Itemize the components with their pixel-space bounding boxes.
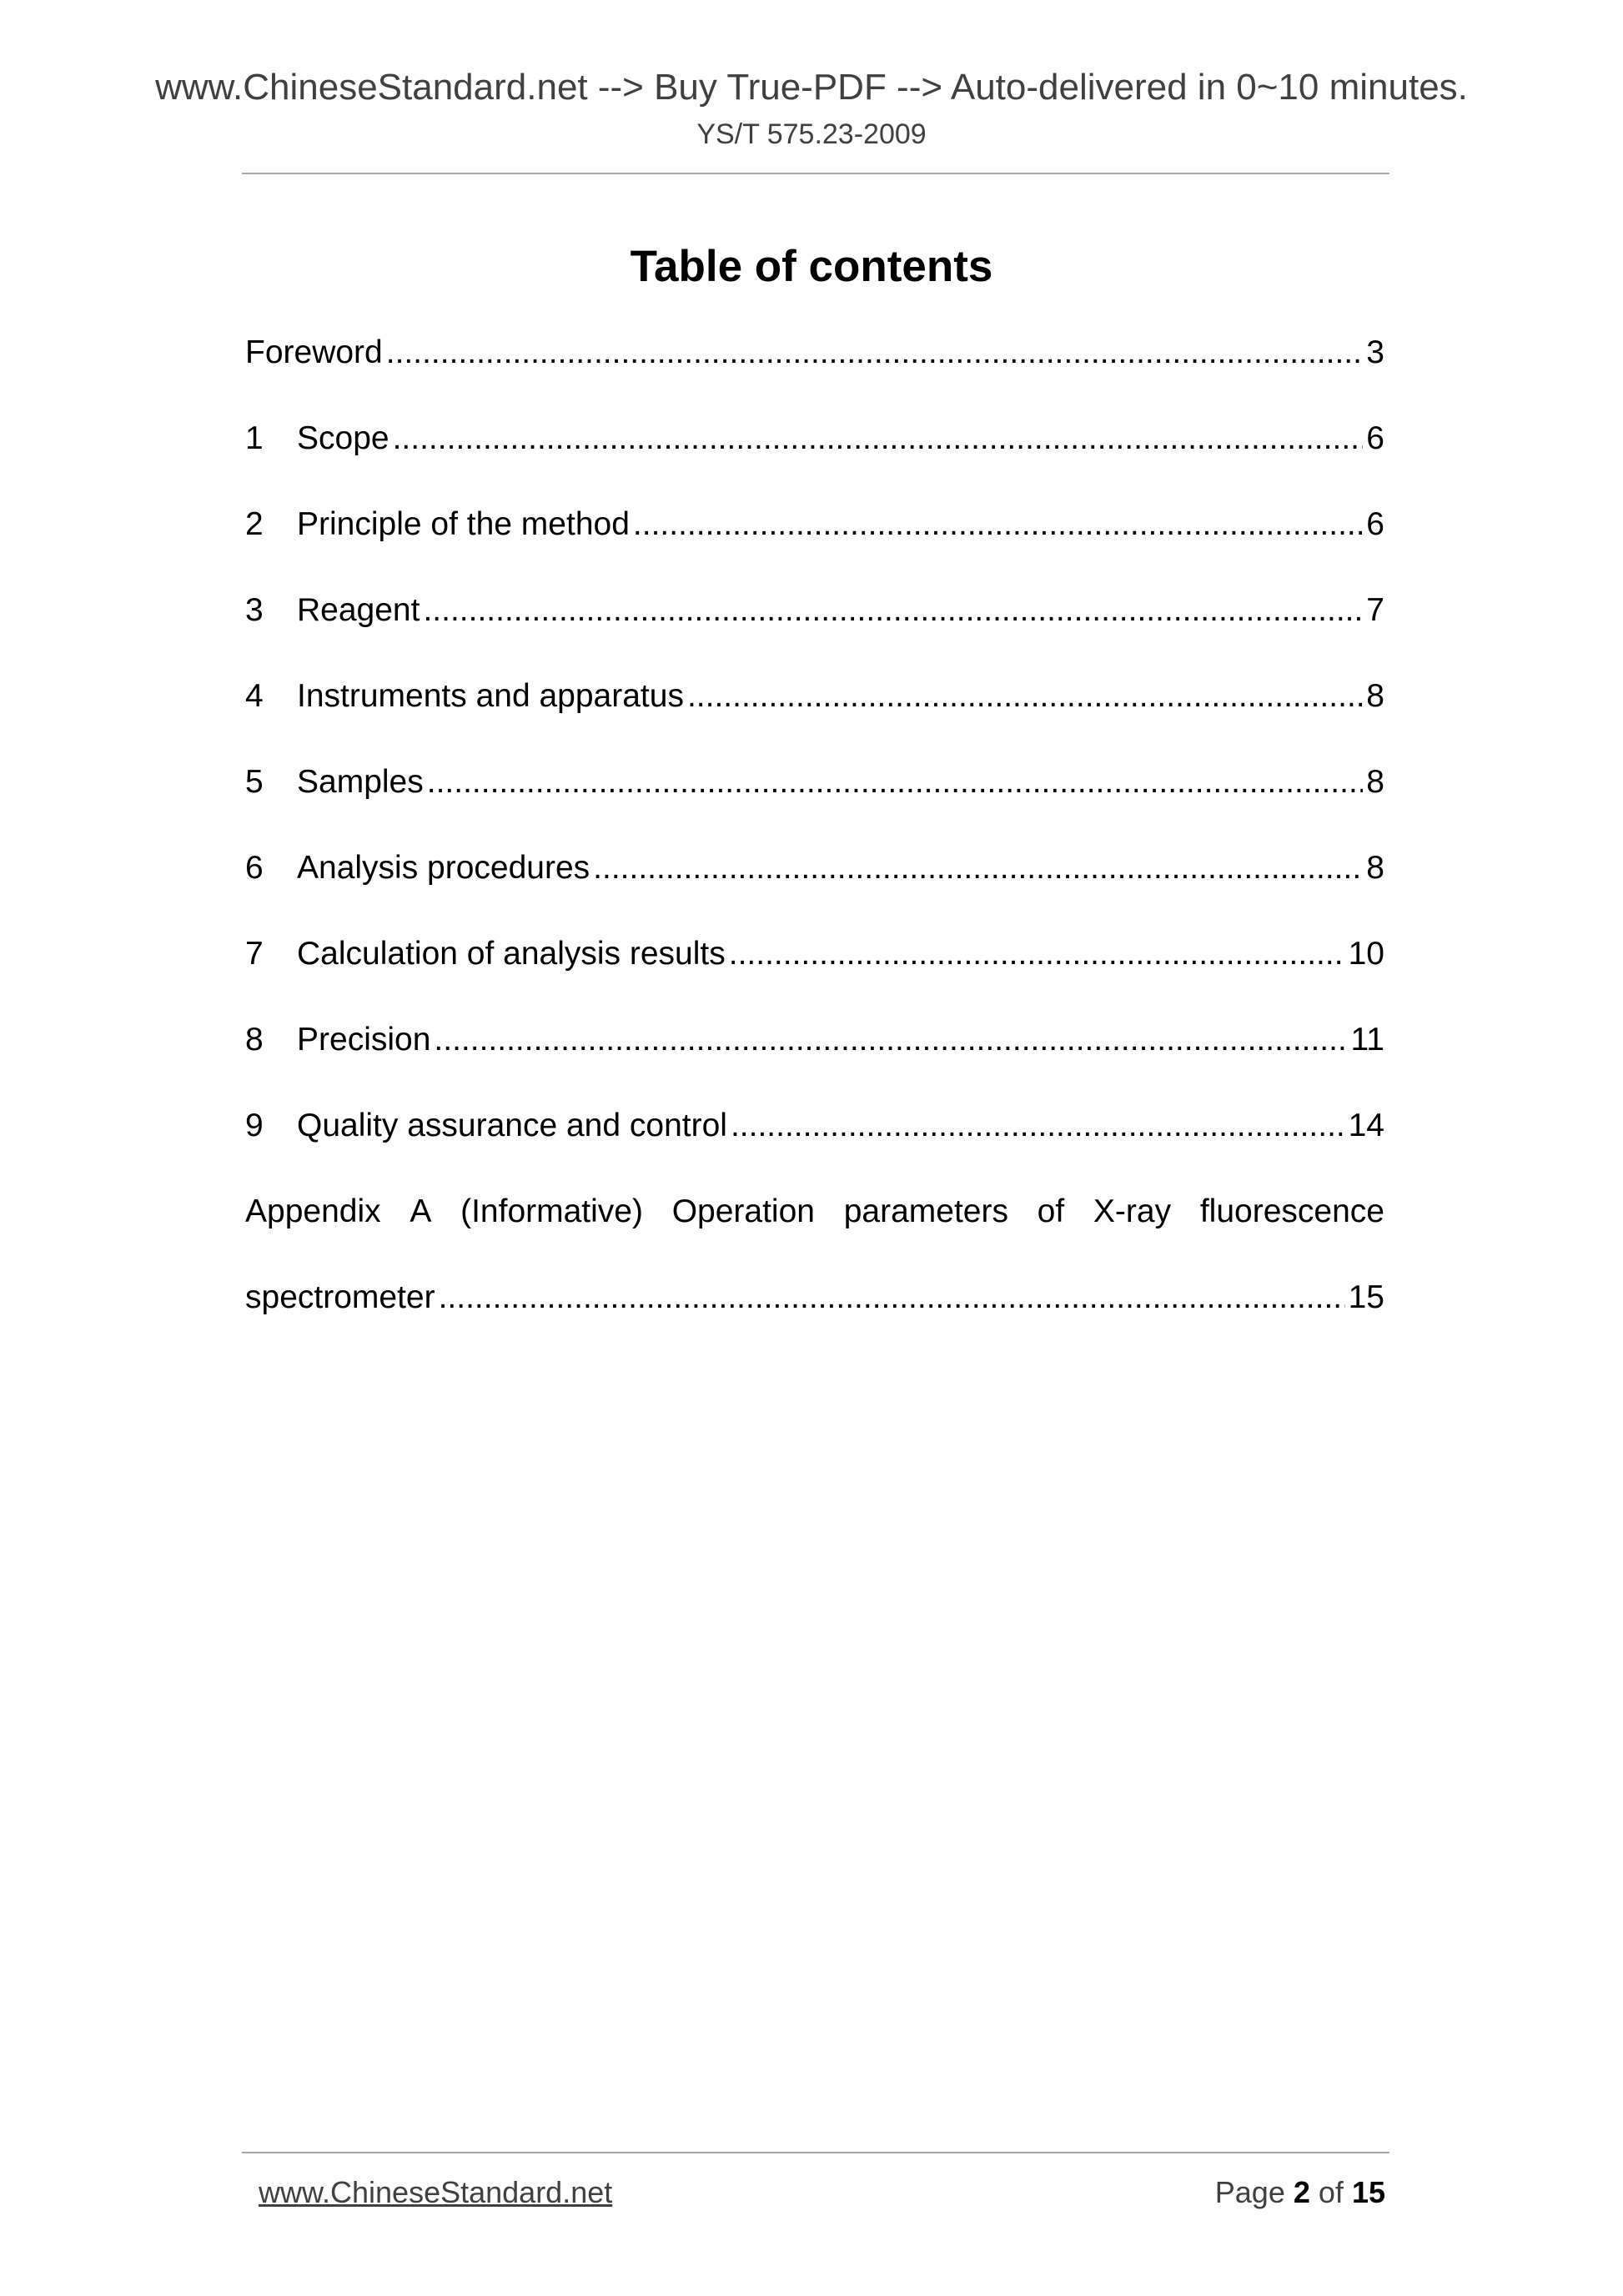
- toc-entry-number: 8: [245, 1022, 264, 1058]
- toc-entry-label: Quality assurance and control: [297, 1108, 727, 1143]
- toc-leader-dots: [731, 1097, 1345, 1155]
- toc-entry-precision[interactable]: [245, 1011, 1384, 1097]
- toc-appendix-word: Operation: [671, 1193, 815, 1229]
- footer-divider: [242, 2152, 1389, 2153]
- toc-entry-label: Instruments and apparatus: [297, 678, 684, 714]
- toc-appendix-word: of: [1037, 1193, 1065, 1229]
- page-separator: of: [1318, 2175, 1344, 2209]
- toc-entry-quality-assurance[interactable]: [245, 1097, 1384, 1183]
- toc-entry-number: 7: [245, 936, 264, 972]
- toc-entry-label: Reagent: [297, 592, 420, 628]
- toc-entry-number: 6: [245, 850, 264, 886]
- toc-entry-instruments[interactable]: [245, 667, 1384, 753]
- toc-entry-number: 9: [245, 1108, 264, 1143]
- standard-number: YS/T 575.23-2009: [696, 118, 927, 150]
- toc-entry-label: Samples: [297, 764, 424, 800]
- toc-entry-number: 5: [245, 764, 264, 800]
- toc-appendix-word: parameters: [843, 1193, 1008, 1229]
- toc-entry-number: 3: [245, 592, 264, 628]
- toc-entry-number: 2: [245, 506, 264, 542]
- toc-appendix-title-line: [245, 1183, 1384, 1269]
- toc-entry-label: Analysis procedures: [297, 850, 590, 886]
- toc-entry-page: 14: [1348, 1108, 1384, 1143]
- toc-leader-dots: [434, 1011, 1347, 1069]
- toc-entry-analysis-procedures[interactable]: [245, 839, 1384, 925]
- table-of-contents: [245, 324, 1384, 1354]
- toc-leader-dots: [729, 925, 1345, 983]
- toc-entry-page: 6: [1366, 506, 1384, 542]
- footer-website-link[interactable]: www.ChineseStandard.net: [259, 2175, 613, 2209]
- toc-entry-label: Foreword: [245, 334, 383, 370]
- toc-appendix-word: X-ray: [1093, 1193, 1172, 1229]
- toc-entry-label: Scope: [297, 420, 389, 456]
- page-title: Table of contents: [630, 242, 993, 291]
- toc-entry-page: 6: [1366, 420, 1384, 456]
- toc-entry-calculation[interactable]: [245, 925, 1384, 1011]
- footer-page-number: [1215, 2172, 1385, 2213]
- toc-entry-label: Precision: [297, 1022, 431, 1058]
- toc-leader-dots: [687, 667, 1363, 726]
- toc-entry-page: 10: [1348, 936, 1384, 972]
- header-divider: [242, 173, 1389, 174]
- toc-leader-dots: [439, 1269, 1345, 1327]
- toc-appendix-continuation-line: [245, 1269, 1384, 1354]
- toc-entry-label: Principle of the method: [297, 506, 630, 542]
- page-current: 2: [1293, 2175, 1310, 2209]
- toc-entry-page: 8: [1366, 850, 1384, 886]
- toc-leader-dots: [427, 753, 1364, 811]
- page-total: 15: [1351, 2175, 1385, 2209]
- toc-entry-page: 8: [1366, 764, 1384, 800]
- toc-appendix-word: (Informative): [460, 1193, 643, 1229]
- toc-entry-reagent[interactable]: [245, 581, 1384, 667]
- toc-entry-label: Calculation of analysis results: [297, 936, 726, 972]
- toc-entry-foreword[interactable]: [245, 324, 1384, 409]
- toc-leader-dots: [393, 409, 1364, 468]
- toc-entry-page: 15: [1348, 1279, 1384, 1315]
- toc-entry-page: 11: [1350, 1022, 1384, 1058]
- toc-entry-number: 1: [245, 420, 264, 456]
- page-prefix: Page: [1214, 2175, 1285, 2209]
- toc-leader-dots: [386, 324, 1364, 382]
- toc-entry-principle[interactable]: [245, 495, 1384, 581]
- toc-entry-page: 7: [1366, 592, 1384, 628]
- toc-leader-dots: [423, 581, 1363, 640]
- toc-appendix-word: A: [410, 1193, 432, 1229]
- toc-entry-appendix-a[interactable]: [245, 1183, 1384, 1354]
- toc-entry-page: 8: [1366, 678, 1384, 714]
- page-header: [0, 62, 1623, 153]
- toc-entry-scope[interactable]: [245, 409, 1384, 495]
- toc-entry-page: 3: [1366, 334, 1384, 370]
- header-banner-text: www.ChineseStandard.net --> Buy True-PDF --> Auto-delivered in 0~10 minutes.: [155, 67, 1468, 108]
- toc-appendix-word: fluorescence: [1199, 1193, 1384, 1229]
- toc-entry-number: 4: [245, 678, 264, 714]
- toc-entry-label: spectrometer: [245, 1279, 435, 1315]
- toc-appendix-word: Appendix: [245, 1193, 381, 1229]
- toc-leader-dots: [633, 495, 1363, 554]
- toc-entry-samples[interactable]: [245, 753, 1384, 839]
- toc-leader-dots: [593, 839, 1363, 897]
